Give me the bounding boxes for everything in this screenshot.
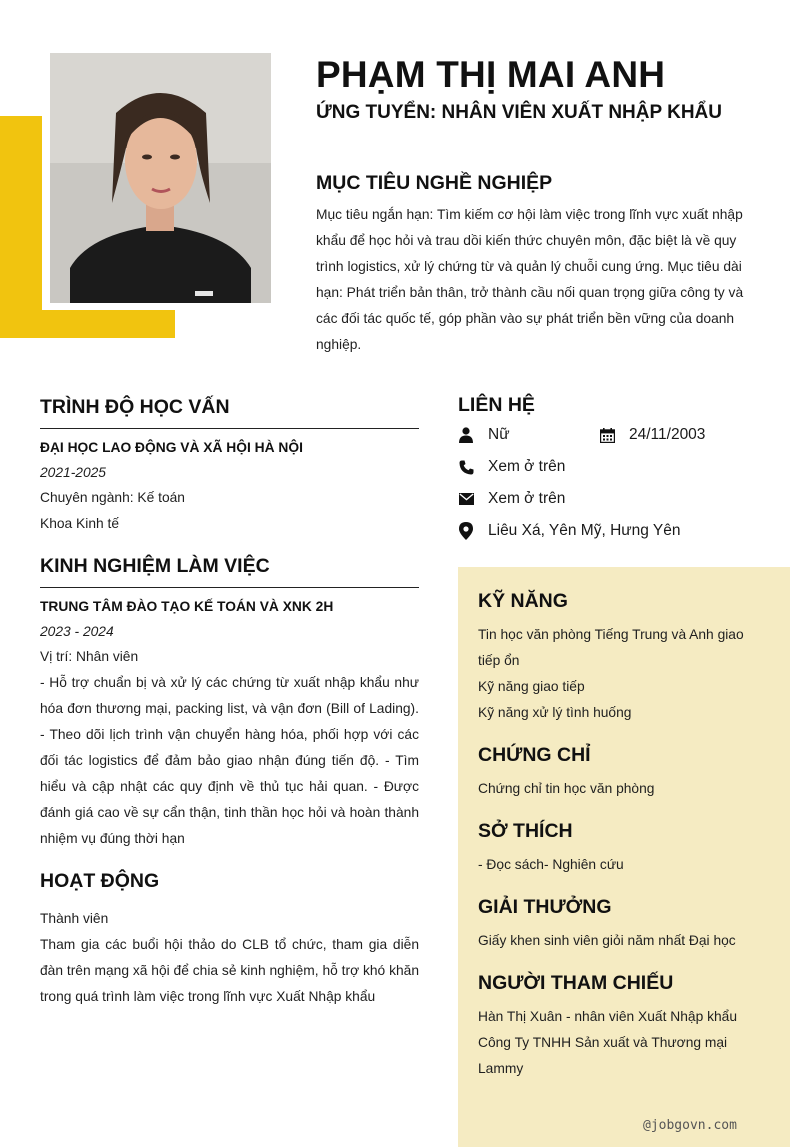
objective-text — [316, 202, 756, 358]
objective-line: hạn: Phát triển bản thân, trở thành cầu nối quan trọng giữa công ty và — [316, 285, 744, 300]
contact-email — [458, 490, 565, 508]
contact-birthday — [599, 426, 705, 444]
skill-item: Kỹ năng giao tiếp — [478, 679, 585, 694]
contact-address — [458, 522, 680, 540]
references-list — [478, 1004, 768, 1082]
award-item: Giấy khen sinh viên giỏi năm nhất Đại học — [478, 933, 736, 948]
skills-list — [478, 622, 768, 726]
experience-title: KINH NGHIỆM LÀM VIỆC — [40, 555, 270, 577]
experience-description: - Hỗ trợ chuẩn bị và xử lý các chứng từ xuất nhập khẩu như hóa đơn thương mại, packing list, và vận đơn (Bill of Lading). - Theo dõi lịch trình vận chuyển hàng hóa, phối hợp với các đối tác logistics để đảm bảo giao nhận đúng tiến độ. - Tìm hiểu và cập nhật các quy định về thủ tục hải quan. - Được đánh giá cao về sự cẩn thận, tinh thần học hỏi và hoàn thành nhiệm vụ đúng thời hạn — [40, 675, 419, 846]
candidate-name: PHẠM THỊ MAI ANH — [316, 54, 666, 95]
phone-icon — [458, 459, 474, 475]
objective-line: các đối tác quốc tế, góp phần vào sự phát triển bền vững của doanh — [316, 311, 735, 326]
email-value: Xem ở trên — [488, 490, 566, 507]
reference-line: Công Ty TNHH Sản xuất và Thương mại — [478, 1035, 728, 1050]
education-years: 2021-2025 — [40, 465, 106, 480]
school-name: ĐẠI HỌC LAO ĐỘNG VÀ XÃ HỘI HÀ NỘI — [40, 440, 303, 455]
address-value: Liêu Xá, Yên Mỹ, Hưng Yên — [488, 522, 681, 539]
calendar-icon — [599, 427, 615, 443]
company-name: TRUNG TÂM ĐÀO TẠO KẾ TOÁN VÀ XNK 2H — [40, 599, 334, 614]
accent-bar-horizontal — [0, 310, 175, 338]
certificates-title: CHỨNG CHỈ — [478, 744, 591, 766]
accent-bar-vertical — [0, 116, 42, 338]
person-icon — [458, 427, 474, 443]
skill-item: Tin học văn phòng Tiếng Trung và Anh giao tiếp ổn — [478, 627, 744, 668]
location-pin-icon — [458, 523, 474, 539]
reference-line: Lammy — [478, 1061, 524, 1076]
contact-phone — [458, 458, 565, 476]
contact-gender — [458, 426, 510, 444]
education-divider — [40, 428, 419, 429]
activities-title: HOẠT ĐỘNG — [40, 870, 160, 892]
objective-line: nghiệp. — [316, 337, 362, 352]
applied-position: ỨNG TUYỂN: NHÂN VIÊN XUẤT NHẬP KHẨU — [316, 102, 722, 123]
mail-icon — [458, 491, 474, 507]
contact-title: LIÊN HỆ — [458, 394, 535, 416]
education-title: TRÌNH ĐỘ HỌC VẤN — [40, 396, 230, 418]
reference-line: Hàn Thị Xuân - nhân viên Xuất Nhập khẩu — [478, 1009, 737, 1024]
skills-title: KỸ NĂNG — [478, 590, 568, 612]
awards-title: GIẢI THƯỞNG — [478, 896, 612, 918]
objective-line: Mục tiêu ngắn hạn: Tìm kiếm cơ hội làm việc trong lĩnh vực xuất nhập — [316, 207, 743, 222]
skill-item: Kỹ năng xử lý tình huống — [478, 705, 632, 720]
references-title: NGƯỜI THAM CHIẾU — [478, 972, 674, 994]
certificate-item: Chứng chỉ tin học văn phòng — [478, 781, 655, 796]
phone-value: Xem ở trên — [488, 458, 566, 475]
objective-line: khẩu để học hỏi và trau dồi kiến thức chuyên môn, đặc biệt là về quy — [316, 233, 737, 248]
watermark: @jobgovn.com — [643, 1118, 737, 1133]
activities-description: Tham gia các buổi hội thảo do CLB tổ chức, tham gia diễn đàn trên mạng xã hội để chia sẻ kinh nghiệm, hỗ trợ khó khăn trong quá trình làm việc trong lĩnh vực Xuất Nhập khẩu — [40, 937, 419, 1004]
education-faculty: Khoa Kinh tế — [40, 516, 120, 531]
birthday-value: 24/11/2003 — [629, 426, 706, 443]
activities-role: Thành viên — [40, 911, 109, 926]
profile-photo — [50, 53, 271, 303]
hobbies-title: SỞ THÍCH — [478, 820, 573, 842]
hobby-item: - Đọc sách- Nghiên cứu — [478, 857, 624, 872]
experience-years: 2023 - 2024 — [40, 624, 114, 639]
education-major: Chuyên ngành: Kế toán — [40, 490, 185, 505]
experience-role: Vị trí: Nhân viên — [40, 649, 139, 664]
experience-divider — [40, 587, 419, 588]
objective-title: MỤC TIÊU NGHỀ NGHIỆP — [316, 172, 553, 194]
objective-line: trình logistics, xử lý chứng từ và quản lý chuỗi cung ứng. Mục tiêu dài — [316, 259, 742, 274]
gender-value: Nữ — [488, 426, 510, 443]
